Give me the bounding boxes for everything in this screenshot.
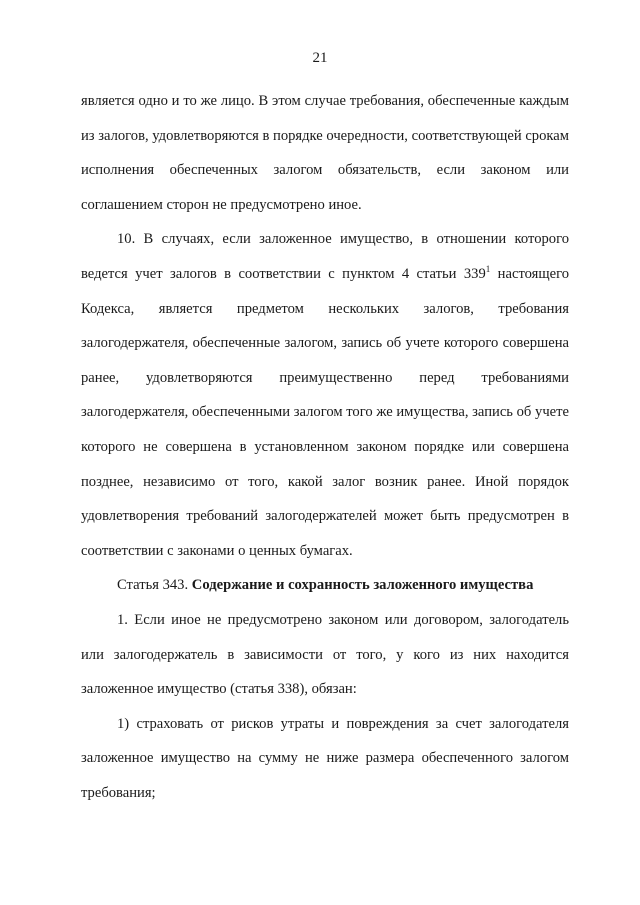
article-heading bbox=[81, 568, 569, 603]
article-label: Статья 343. bbox=[117, 577, 189, 594]
article-superscript: 1 bbox=[485, 263, 491, 274]
paragraph-item-10 bbox=[81, 222, 569, 568]
article-title: Содержание и сохранность заложенного имущества bbox=[191, 577, 534, 594]
document-body bbox=[81, 84, 569, 810]
article-subparagraph-1: 1) страховать от рисков утраты и повреждения за счет залогодателя заложенное имущество на сумму не ниже размера обеспеченного залогом требования; bbox=[81, 715, 569, 801]
paragraph-item-10-text-before: 10. В случаях, если заложенное имущество, в отношении которого ведется учет залогов в соответствии с пунктом 4 статьи 339 bbox=[81, 231, 569, 282]
paragraph-continuation: является одно и то же лицо. В этом случае требования, обеспеченные каждым из залогов, удовлетворяются в порядке очередности, соответствующей срокам исполнения обеспеченных залогом обязательств, если законом или соглашением сторон не предусмотрено иное. bbox=[81, 93, 569, 213]
article-paragraph-1: 1. Если иное не предусмотрено законом или договором, залогодатель или залогодержатель в зависимости от того, у кого из них находится заложенное имущество (статья 338), обязан: bbox=[81, 611, 569, 698]
paragraph-item-10-text-after: настоящего Кодекса, является предметом нескольких залогов, требования залогодержателя, обеспеченные залогом, запись об учете которого совершена ранее, удовлетворяются преимущественно перед требованиями залогодержателя, обеспеченными залогом того же имущества, запись об учете которого не совершена в установленном законом порядке или совершена позднее, независимо от того, какой залог возник ранее. Иной порядок удовлетворения требований залогодержателей может быть предусмотрен в соответствии с законами о ценных бумагах. bbox=[81, 265, 569, 559]
page-number: 21 bbox=[312, 50, 328, 66]
